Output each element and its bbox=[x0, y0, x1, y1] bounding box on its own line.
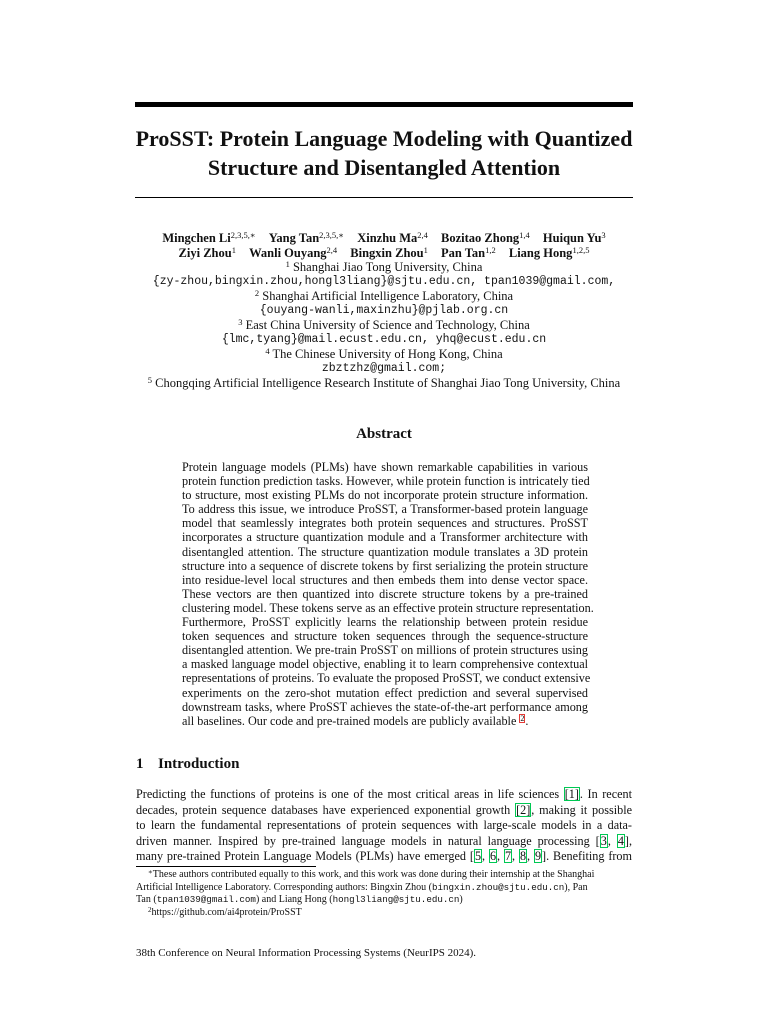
email-link[interactable]: hongl3liang@sjtu.edu.cn bbox=[332, 894, 460, 905]
citation-link[interactable]: [1] bbox=[564, 787, 579, 801]
affiliation-3: $^3$ East China University of Science and Technology, China bbox=[238, 317, 530, 332]
section-title: Introduction bbox=[158, 756, 240, 772]
citation-link[interactable]: 6 bbox=[489, 849, 497, 863]
intro-line: decades, protein sequence databases have experienced exponential growth [2], making it possible bbox=[136, 802, 632, 817]
affiliation-5: $^5$ Chongqing Artificial Intelligence Research Institute of Shanghai Jiao Tong University, China bbox=[147, 375, 621, 390]
title-bottom-rule bbox=[135, 197, 633, 198]
abstract-line: Furthermore, ProSST explicitly learns the relationship between protein residue bbox=[182, 615, 588, 630]
affiliation-4: $^4$ The Chinese University of Hong Kong, China bbox=[265, 346, 503, 361]
author-name: Liang Hong$^{1,2,5}$ bbox=[508, 244, 590, 260]
introduction-text bbox=[136, 787, 632, 865]
author-name: Mingchen $Li^{2,3,5,∗}$ bbox=[162, 230, 256, 245]
footnote-link-2[interactable]: 2 bbox=[520, 713, 525, 723]
abstract-text bbox=[182, 460, 594, 728]
citation-link[interactable]: 8 bbox=[519, 849, 527, 863]
abstract-line: incorporates a structure quantization module and a Transformer architecture with bbox=[182, 530, 588, 545]
abstract-line: model that seamlessly integrates both protein sequences and structures. ProSST bbox=[182, 516, 588, 531]
abstract-line: protein function prediction tasks. However, while protein function is intricately tied bbox=[182, 474, 590, 489]
abstract-line: downstream tasks, where ProSST achieves the state-of-the-art performance among bbox=[182, 699, 588, 714]
abstract-line: experiments on the zero-shot mutation effect prediction and several supervised bbox=[182, 685, 588, 700]
abstract-last-line: all baselines. Our code and pre-trained models are publicly available $^2$. bbox=[182, 713, 529, 728]
footnotes bbox=[136, 869, 632, 919]
abstract-line: Protein language models (PLMs) have shown remarkable capabilities in various bbox=[182, 460, 588, 474]
abstract-line: representations of proteins. To evaluate the proposed ProSST, we conduct extensive bbox=[182, 671, 591, 686]
intro-line: many pre-trained Protein Language Models (PLMs) have emerged [5, 6, 7, 8, 9]. Benefiting from bbox=[136, 849, 633, 863]
venue-footer: 38th Conference on Neural Information Processing Systems (NeurIPS 2024). bbox=[136, 947, 477, 959]
citation-link[interactable]: 4 bbox=[617, 833, 624, 848]
citation-link[interactable]: 9 bbox=[534, 849, 542, 863]
footnote-1-line: Artificial Intelligence Laboratory. Corresponding authors: Bingxin Zhou (bingxin.zhou@sjtu.edu.cn), Pan bbox=[136, 881, 588, 893]
author-name: Pan Tan$^{1,2}$ bbox=[440, 244, 496, 260]
section-heading-introduction bbox=[136, 756, 239, 773]
abstract-line: token sequences and structure token sequences through the sequence-structure bbox=[182, 629, 588, 644]
abstract-line: disentangled attention. We pre-train ProSST on millions of protein structures using bbox=[182, 643, 588, 658]
author-name: Yang Tan$^{2,3,5,∗}$ bbox=[268, 230, 345, 245]
footnote-2-line: $^2$https://github.com/ai4protein/ProSST bbox=[148, 905, 302, 918]
affiliation-2: $^2$ Shanghai Artificial Intelligence Laboratory, China bbox=[254, 288, 514, 303]
intro-line: driven manner. Inspired by pre-trained language models in natural language processing [3, 4], bbox=[136, 833, 633, 848]
email-link[interactable]: bingxin.zhou@sjtu.edu.cn bbox=[431, 881, 565, 893]
abstract-line: clustering model. These tokens serve as an effective protein structure representation. bbox=[182, 600, 594, 615]
author-name: Bingxin Zhou$^1$ bbox=[350, 244, 428, 260]
paper-title bbox=[120, 124, 648, 182]
author-block bbox=[120, 231, 648, 391]
abstract-line: a masked language model objective, enabling it to learn comprehensive contextual bbox=[182, 657, 588, 672]
abstract-line: to structure, most existing PLMs do not incorporate protein structure information. bbox=[182, 488, 588, 503]
title-line-1: ProSST: Protein Language Modeling with Quantized bbox=[135, 126, 633, 151]
affiliation-1: $^1$ Shanghai Jiao Tong University, China bbox=[285, 259, 483, 274]
abstract-heading: Abstract bbox=[356, 426, 412, 442]
github-link[interactable]: https://github.com/ai4protein/ProSST bbox=[151, 906, 302, 918]
author-name: Xinzhu Ma$^{2,4}$ bbox=[357, 230, 428, 245]
citation-link[interactable]: [2] bbox=[516, 802, 531, 817]
author-name: Huiqun Yu$^3$ bbox=[542, 230, 606, 245]
affiliation-2-email: {ouyang-wanli,maxinzhu}@pjlab.org.cn bbox=[259, 303, 509, 317]
affiliation-3-email: {lmc,tyang}@mail.ecust.edu.cn, yhq@ecust.edu.cn bbox=[221, 332, 547, 346]
title-line-2: Structure and Disentangled Attention bbox=[207, 155, 561, 180]
affiliation-1-email: {zy-zhou,bingxin.zhou,hongl3liang}@sjtu.edu.cn, tpan1039@gmail.com, bbox=[152, 274, 616, 288]
abstract-line: into residue-level local structures and then embeds them into dense vector space. bbox=[182, 572, 588, 587]
abstract-line: structure into a sequence of discrete tokens by first serializing the protein structure bbox=[182, 558, 588, 573]
email-link[interactable]: tpan1039@gmail.com bbox=[156, 894, 256, 905]
title-top-rule bbox=[135, 102, 633, 107]
footnote-1-line: Tan (tpan1039@gmail.com) and Liang Hong (hongl3liang@sjtu.edu.cn) bbox=[136, 894, 463, 905]
author-line-2 bbox=[120, 246, 648, 261]
author-line-1 bbox=[120, 231, 648, 246]
author-name: Wanli Ouyang$^{2,4}$ bbox=[249, 244, 338, 260]
section-number: 1 bbox=[136, 756, 144, 772]
abstract-line: disentangled attention. The structure quantization module translates a 3D protein bbox=[182, 544, 588, 559]
citation-link[interactable]: 3 bbox=[600, 833, 607, 848]
footnote-1-line: ∗These authors contributed equally to this work, and this work was done during their internship at the Shanghai bbox=[148, 868, 595, 880]
footnote-rule bbox=[136, 866, 316, 867]
author-name: Bozitao Zhong$^{1,4}$ bbox=[441, 230, 530, 245]
author-name: Ziyi Zhou$^1$ bbox=[178, 244, 236, 260]
citation-link[interactable]: 7 bbox=[504, 849, 512, 863]
abstract-line: To address this issue, we introduce ProSST, a Transformer-based protein language bbox=[182, 502, 588, 517]
intro-line: Predicting the functions of proteins is one of the most critical areas in life sciences [1]. In recent bbox=[136, 787, 632, 801]
citation-link[interactable]: 5 bbox=[474, 849, 482, 863]
intro-line: to learn the fundamental representations of protein sequences with large-scale models in a data- bbox=[136, 818, 632, 832]
affiliation-4-email: zbztzhz@gmail.com; bbox=[321, 361, 447, 375]
abstract-line: These vectors are then quantized into discrete structure tokens by a pre-trained bbox=[182, 586, 588, 601]
